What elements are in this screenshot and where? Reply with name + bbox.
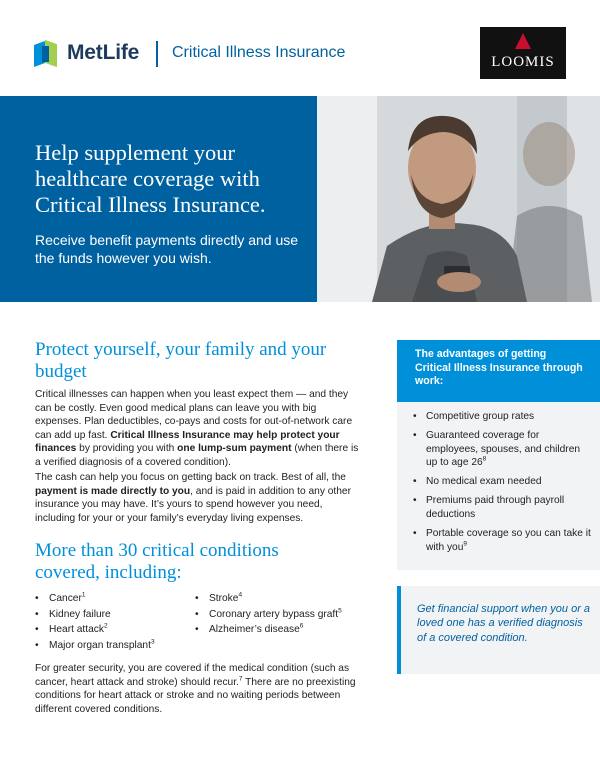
advantage-item: • Guaranteed coverage for employees, spouses, and children up to age $26^8$ (413, 429, 593, 470)
advantages-title: The advantages of getting Critical Illness Insurance through work: (415, 348, 583, 387)
hero-photo (317, 96, 600, 302)
intro-bold-2: one lump-sum payment (177, 443, 292, 455)
intro-text-1: Critical illnesses can happen when you least expect them — and they can be costly. Even good medical plans can leave you with big expenses. Plan deductibles, co-pays and costs for out-of-network care can add up fast. (35, 389, 353, 441)
advantage-item: • Portable coverage so you can take it with you$^9$ (413, 527, 593, 554)
advantages-list (413, 410, 593, 560)
hero-headline: Help supplement your healthcare coverage with Critical Illness Insurance. (35, 140, 266, 217)
recurrence-text-1: For greater security, you are covered if the medical condition (such as cancer, heart attack and stroke) should recur. (35, 663, 350, 688)
page-header (0, 0, 600, 96)
condition-item: • Kidney failure (35, 607, 195, 623)
loomis-triangle-icon (515, 33, 531, 49)
intro-text-2: by providing you with (76, 443, 178, 455)
intro-paragraph (35, 388, 365, 470)
metlife-logo (34, 40, 139, 66)
recurrence-text-2: There are no preexisting conditions for heart attack or stroke and no waiting periods between different covered conditions. (35, 676, 356, 715)
recurrence-paragraph: For greater security, you are covered if the medical condition (such as cancer, heart attack and stroke) should recur.$^7$ There are no preexisting conditions for heart attack or stroke and no waiting periods between different covered conditions. (35, 663, 356, 715)
metlife-logo-mark-icon (34, 40, 60, 66)
intro-text-3: (when there is a verified diagnosis of a covered condition). (35, 443, 359, 468)
advantage-item: • Competitive group rates (413, 410, 593, 424)
loomis-wordmark: LOOMIS (491, 54, 555, 70)
advantages-header (397, 340, 600, 402)
loomis-logo (480, 27, 566, 79)
cash-paragraph (35, 471, 365, 525)
conditions-list-right (195, 591, 370, 638)
condition-item: • Major organ transplant$^3$ (35, 638, 195, 654)
financial-support-callout (397, 586, 600, 674)
condition-item: • Heart attack$^2$ (35, 622, 195, 638)
hero-subtext: Receive benefit payments directly and use the funds however you wish. (35, 232, 299, 266)
condition-item: • Coronary artery bypass graft$^5$ (195, 607, 370, 623)
hero-text-panel (0, 96, 317, 302)
cash-text-1: The cash can help you focus on getting back on track. Best of all, the (35, 472, 346, 483)
condition-item: • Alzheimer’s disease$^6$ (195, 622, 370, 638)
section-title-protect: Protect yourself, your family and your budget (35, 339, 327, 382)
condition-item: • Cancer$^1$ (35, 591, 195, 607)
metlife-wordmark: MetLife (67, 41, 140, 64)
advantage-item: • Premiums paid through payroll deductions (413, 494, 593, 521)
man-looking-at-phone-photo (317, 96, 600, 302)
header-divider (156, 41, 158, 67)
hero-banner (0, 96, 600, 302)
product-title: Critical Illness Insurance (172, 44, 346, 61)
cash-text-2: , and is paid in addition to any other insurance you may have. It’s yours to spend however you need, including for your or your family’s everyday living expenses. (35, 485, 351, 524)
intro-bold-1: Critical Illness Insurance may help protect your finances (35, 429, 340, 455)
advantages-panel (397, 402, 600, 570)
advantage-item: • No medical exam needed (413, 475, 593, 489)
callout-text: Get financial support when you or a loved one has a verified diagnosis of a covered condition. (417, 603, 591, 644)
condition-item: • Stroke$^4$ (195, 591, 370, 607)
conditions-list-left (35, 591, 195, 653)
cash-bold-1: payment is made directly to you (35, 485, 191, 497)
section-title-conditions: More than 30 critical conditions covered, including: (35, 540, 279, 583)
